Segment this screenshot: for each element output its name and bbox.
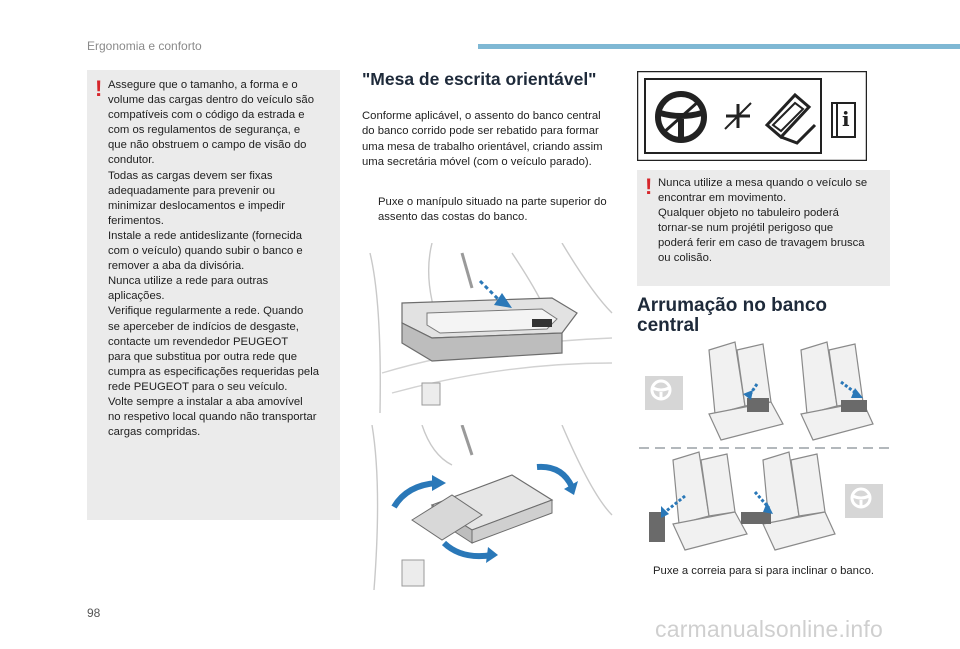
plus-icon xyxy=(723,101,753,131)
info-manual-icon xyxy=(829,99,861,139)
watermark: carmanualsonline.info xyxy=(655,616,883,642)
warning-exclamation-icon: ! xyxy=(645,174,653,199)
illustration-table-rotating xyxy=(362,425,616,593)
instruction-pull-handle xyxy=(362,195,612,226)
instruction-text: Puxe o manípulo situado na parte superior do assento das costas do banco. xyxy=(378,196,607,224)
illustration-central-seat-steps xyxy=(637,336,892,556)
pictogram-panel xyxy=(637,71,867,161)
folded-seat-icon xyxy=(757,85,817,147)
bullet-symbol xyxy=(362,195,378,226)
warning-box-table xyxy=(637,170,890,286)
warning-exclamation-icon: ! xyxy=(95,76,103,101)
instruction-pull-strap xyxy=(637,564,897,579)
warning-text-table: Nunca utilize a mesa quando o veículo se encontrar em movimento. Qualquer objeto no tabuleiro poderá tornar-se num projétil perigoso que poderá ferir em caso de travagem brusca ou colisão. xyxy=(658,177,868,265)
section-header-label: Ergonomia e conforto xyxy=(87,39,202,53)
section-title-writing-table: "Mesa de escrita orientável" xyxy=(362,69,597,89)
page-number: 98 xyxy=(87,606,101,620)
warning-text-loads: Assegure que o tamanho, a forma e o volume das cargas dentro do veículo são compatíveis com o código da estrada e com os regulamentos de segurança, e que não obstruem o campo de visão do condutor. Todas as cargas devem ser fixas adequadamente para prevenir ou minimizar deslocamentos e impedir ferimentos. Instale a rede antideslizante (fornecida com o veículo) quando subir o banco e remover a aba da divisória. Nunca utilize a rede para outras aplicações. Verifique regularmente a rede. Quando se aperceber de indícios de desgaste, contacte um revendedor PEUGEOT para que substitua por outra rede que cumpra as especificações requeridas pela rede PEUGEOT para o seu veículo. Volte sempre a instalar a aba amovível no respetivo local quando não transportar cargas compridas. xyxy=(108,79,319,439)
bullet-symbol xyxy=(637,564,653,579)
illustration-table-unfolding xyxy=(362,243,616,417)
info-letter: i xyxy=(842,107,850,131)
instruction-text: Puxe a correia para si para inclinar o banco. xyxy=(653,565,875,577)
steering-wheel-icon xyxy=(653,89,709,145)
section-accent-bar xyxy=(478,44,960,49)
section-title-central-seat-storage: Arrumação no banco central xyxy=(637,295,828,336)
writing-table-intro: Conforme aplicável, o assento do banco central do banco corrido pode ser rebatido para formar uma mesa de trabalho orientável, criando assim uma secretária móvel (com o veículo parado). xyxy=(362,110,603,168)
warning-box-loads xyxy=(87,70,340,520)
